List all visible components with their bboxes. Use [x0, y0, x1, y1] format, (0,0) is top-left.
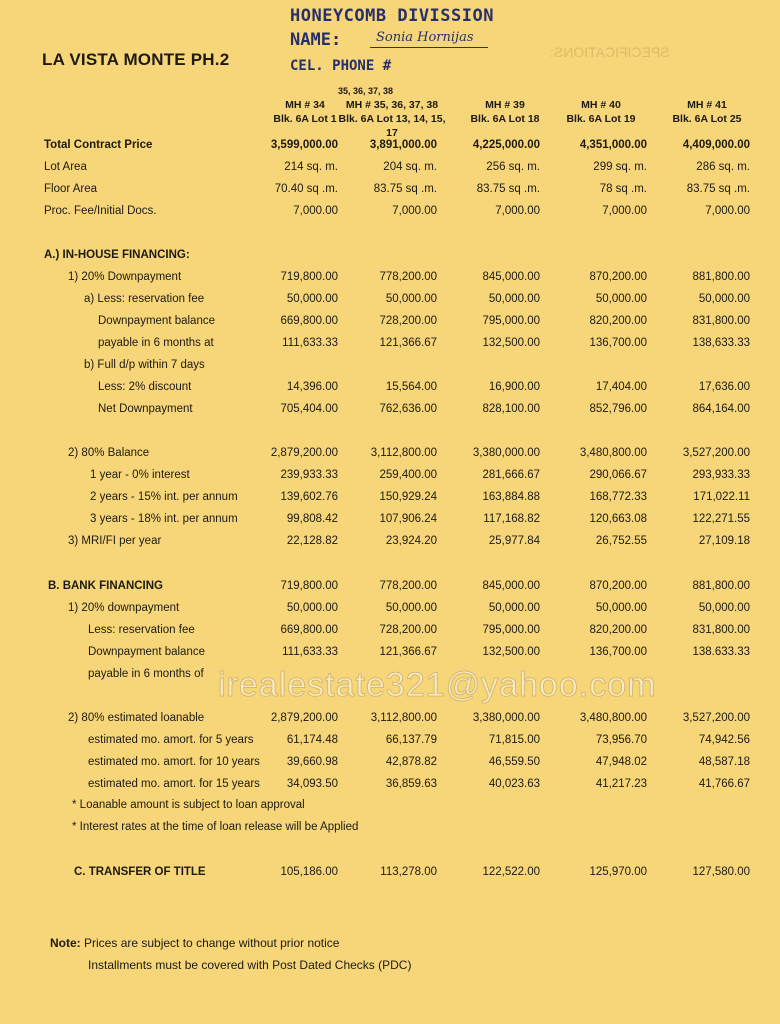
cell: 3,527,200.00: [682, 447, 750, 459]
section-in-house-financing: [0, 249, 780, 265]
cell: 3,480,800.00: [579, 447, 647, 459]
cell: 299 sq. m.: [593, 161, 647, 173]
row-bank-amort-15: [0, 778, 780, 794]
row-label: Less: reservation fee: [88, 624, 195, 636]
cell: 795,000.00: [482, 315, 540, 327]
column-unit: MH # 39: [485, 99, 525, 111]
row-label: Total Contract Price: [44, 139, 153, 151]
cell: 83.75 sq .m.: [373, 183, 437, 195]
row-bank-amort-5: [0, 734, 780, 750]
cell: 25,977.84: [488, 535, 540, 547]
cell: 139,602.76: [280, 491, 338, 503]
cell: 50,000.00: [595, 293, 647, 305]
row-label: 2 years - 15% int. per annum: [90, 491, 238, 503]
cell: 113,278.00: [380, 866, 437, 878]
row-label: 3) MRI/FI per year: [68, 535, 162, 547]
footnote-interest-rates: [0, 821, 780, 837]
cell: 259,400.00: [379, 469, 437, 481]
cell: 3,112,800.00: [370, 712, 437, 724]
cell: 42,878.82: [385, 756, 437, 768]
cell: 48,587.18: [698, 756, 750, 768]
cell: 3,380,000.00: [472, 712, 540, 724]
cell: 17,404.00: [595, 381, 647, 393]
cell: 14,396.00: [286, 381, 338, 393]
row-label: 2) 80% Balance: [68, 447, 150, 459]
cell: 47,948.02: [595, 756, 647, 768]
row-label: estimated mo. amort. for 15 years: [88, 778, 260, 790]
cell: 121,366.67: [379, 646, 437, 658]
cell: 40,023.63: [488, 778, 540, 790]
column-lot: Blk. 6A Lot 25: [672, 113, 742, 125]
note-label: Note:: [50, 936, 81, 950]
column-header-2: [338, 98, 446, 140]
cell: 26,752.55: [595, 535, 647, 547]
row-label: estimated mo. amort. for 10 years: [88, 756, 260, 768]
cell: 125,970.00: [589, 866, 647, 878]
cell: 23,924.20: [385, 535, 437, 547]
cell: 105,186.00: [280, 866, 338, 878]
cell: 3,599,000.00: [270, 139, 338, 151]
cell: 27,109.18: [698, 535, 750, 547]
cell: 7,000.00: [495, 205, 540, 217]
cell: 7,000.00: [392, 205, 437, 217]
row-ih-full-dp: [0, 359, 780, 375]
cell: 50,000.00: [488, 293, 540, 305]
column-lot: Blk. 6A Lot 18: [470, 113, 540, 125]
cell: 3,527,200.00: [682, 712, 750, 724]
column-lot: Blk. 6A Lot 13, 14, 15, 17: [338, 113, 446, 139]
section-heading: A.) IN-HOUSE FINANCING:: [44, 249, 190, 261]
row-bank-financing: [0, 580, 780, 596]
cell: 74,942.56: [698, 734, 750, 746]
cell: 7,000.00: [705, 205, 750, 217]
cell: 83.75 sq .m.: [686, 183, 750, 195]
cell: 820,200.00: [589, 315, 647, 327]
cell: 136,700.00: [589, 646, 647, 658]
row-ih-net-downpayment: [0, 403, 780, 419]
cell: 132,500.00: [482, 646, 540, 658]
row-lot-area: [0, 161, 780, 177]
cell: 728,200.00: [379, 315, 437, 327]
cell: 138,633.33: [692, 337, 750, 349]
cell: 39,660.98: [286, 756, 338, 768]
cell: 71,815.00: [488, 734, 540, 746]
footnote-text: * Interest rates at the time of loan release will be Applied: [72, 821, 359, 833]
cell: 111,633.33: [282, 337, 338, 349]
cell: 16,900.00: [488, 381, 540, 393]
row-bank-80-loanable: [0, 712, 780, 728]
cell: 122,271.55: [692, 513, 750, 525]
stamp-phone: CEL. PHONE #: [290, 58, 392, 74]
row-label: 2) 80% estimated loanable: [68, 712, 205, 724]
cell: 214 sq. m.: [284, 161, 338, 173]
row-ih-80-balance: [0, 447, 780, 463]
cell: 669,800.00: [280, 315, 338, 327]
footnote-loan-approval: [0, 799, 780, 815]
row-label: estimated mo. amort. for 5 years: [88, 734, 254, 746]
division-stamp: [290, 6, 494, 74]
cell: 831,800.00: [692, 315, 750, 327]
cell: 46,559.50: [488, 756, 540, 768]
column-unit: MH # 34: [285, 99, 325, 111]
row-label: 1) 20% Downpayment: [68, 271, 182, 283]
row-label: 1 year - 0% interest: [90, 469, 190, 481]
email-watermark: irealestate321@yahoo.com: [218, 666, 657, 704]
row-ih-2-years: [0, 491, 780, 507]
cell: 121,366.67: [379, 337, 437, 349]
stamp-name-value: Sonia Hornijas: [370, 30, 488, 48]
row-bank-amort-10: [0, 756, 780, 772]
column-header-3: [450, 98, 560, 126]
cell: 73,956.70: [595, 734, 647, 746]
cell: 163,884.88: [482, 491, 540, 503]
row-bank-downpayment: [0, 602, 780, 618]
row-label: payable in 6 months at: [98, 337, 214, 349]
cell: 256 sq. m.: [486, 161, 540, 173]
cell: 168,772.33: [589, 491, 647, 503]
cell: 4,409,000.00: [682, 139, 750, 151]
cell: 66,137.79: [385, 734, 437, 746]
row-ih-dp-balance: [0, 315, 780, 331]
cell: 138.633.33: [692, 646, 750, 658]
cell: 50,000.00: [488, 602, 540, 614]
cell: 239,933.33: [280, 469, 338, 481]
back-page-bleed: SPECIFICATIONS:: [550, 44, 670, 60]
cell: 2,879,200.00: [270, 447, 338, 459]
cell: 870,200.00: [589, 580, 647, 592]
cell: 50,000.00: [595, 602, 647, 614]
cell: 3,380,000.00: [472, 447, 540, 459]
cell: 50,000.00: [698, 602, 750, 614]
cell: 50,000.00: [286, 602, 338, 614]
cell: 78 sq .m.: [599, 183, 647, 195]
note-line-2: Installments must be covered with Post Dated Checks (PDC): [88, 958, 412, 972]
row-proc-fee: [0, 205, 780, 221]
row-label: Floor Area: [44, 183, 98, 195]
row-ih-1-year: [0, 469, 780, 485]
row-transfer-of-title: [0, 866, 780, 882]
cell: 34,093.50: [286, 778, 338, 790]
cell: 50,000.00: [286, 293, 338, 305]
row-label: 1) 20% downpayment: [68, 602, 180, 614]
row-label: Net Downpayment: [98, 403, 193, 415]
row-label: Downpayment balance: [88, 646, 205, 658]
row-label: a) Less: reservation fee: [84, 293, 205, 305]
cell: 728,200.00: [379, 624, 437, 636]
cell: 41,217.23: [595, 778, 647, 790]
cell: 3,480,800.00: [579, 712, 647, 724]
cell: 845,000.00: [482, 580, 540, 592]
row-bank-dp-balance: [0, 646, 780, 662]
cell: 795,000.00: [482, 624, 540, 636]
column-unit: MH # 40: [581, 99, 621, 111]
section-heading: C. TRANSFER OF TITLE: [74, 866, 206, 878]
row-label: 3 years - 18% int. per annum: [90, 513, 238, 525]
cell: 7,000.00: [602, 205, 647, 217]
cell: 83.75 sq .m.: [476, 183, 540, 195]
cell: 705,404.00: [280, 403, 338, 415]
row-floor-area: [0, 183, 780, 199]
cell: 778,200.00: [379, 271, 437, 283]
cell: 881,800.00: [692, 580, 750, 592]
cell: 820,200.00: [589, 624, 647, 636]
cell: 281,666.67: [482, 469, 540, 481]
cell: 852,796.00: [589, 403, 647, 415]
cell: 2,879,200.00: [270, 712, 338, 724]
cell: 120,663.08: [589, 513, 647, 525]
cell: 719,800.00: [280, 580, 338, 592]
cell: 870,200.00: [589, 271, 647, 283]
column-header-extra: 35, 36, 37, 38: [338, 86, 394, 96]
cell: 15,564.00: [385, 381, 437, 393]
cell: 122,522.00: [482, 866, 540, 878]
row-label: payable in 6 months of: [88, 668, 204, 680]
row-label: Downpayment balance: [98, 315, 215, 327]
cell: 50,000.00: [698, 293, 750, 305]
stamp-name-line: [290, 30, 494, 50]
row-label: Less: 2% discount: [98, 381, 192, 393]
note-text: Prices are subject to change without prior notice: [84, 936, 340, 950]
column-header-5: [652, 98, 762, 126]
row-label: Proc. Fee/Initial Docs.: [44, 205, 157, 217]
cell: 4,225,000.00: [472, 139, 540, 151]
column-lot: Blk. 6A Lot 1: [273, 113, 337, 125]
cell: 778,200.00: [379, 580, 437, 592]
document-title: LA VISTA MONTE PH.2: [42, 50, 230, 69]
cell: 150,929.24: [379, 491, 437, 503]
cell: 4,351,000.00: [579, 139, 647, 151]
column-unit: MH # 41: [687, 99, 727, 111]
cell: 290,066.67: [589, 469, 647, 481]
row-label: Lot Area: [44, 161, 87, 173]
row-total-contract-price: [0, 139, 780, 155]
cell: 61,174.48: [286, 734, 338, 746]
cell: 22,128.82: [286, 535, 338, 547]
row-label: b) Full d/p within 7 days: [84, 359, 205, 371]
cell: 17,636.00: [698, 381, 750, 393]
cell: 136,700.00: [589, 337, 647, 349]
cell: 70.40 sq .m.: [274, 183, 338, 195]
row-ih-3-years: [0, 513, 780, 529]
row-ih-discount: [0, 381, 780, 397]
cell: 719,800.00: [280, 271, 338, 283]
section-heading: B. BANK FINANCING: [48, 580, 163, 592]
cell: 107,906.24: [379, 513, 437, 525]
stamp-name-label: NAME:: [290, 30, 342, 50]
cell: 50,000.00: [385, 602, 437, 614]
cell: 3,112,800.00: [370, 447, 437, 459]
column-header-4: [546, 98, 656, 126]
cell: 132,500.00: [482, 337, 540, 349]
stamp-division: HONEYCOMB DIVISSION: [290, 6, 494, 26]
cell: 171,022.11: [693, 491, 750, 503]
cell: 41,766.67: [698, 778, 750, 790]
cell: 117,168.82: [483, 513, 540, 525]
cell: 762,636.00: [379, 403, 437, 415]
cell: 204 sq. m.: [383, 161, 437, 173]
cell: 7,000.00: [293, 205, 338, 217]
cell: 127,580.00: [692, 866, 750, 878]
cell: 3,891,000.00: [369, 139, 437, 151]
row-ih-downpayment: [0, 271, 780, 287]
footnote-text: * Loanable amount is subject to loan approval: [72, 799, 305, 811]
cell: 99,808.42: [286, 513, 338, 525]
column-unit: MH # 35, 36, 37, 38: [345, 99, 439, 111]
note-line-1: [50, 932, 411, 954]
cell: 36,859.63: [385, 778, 437, 790]
row-bank-reservation-fee: [0, 624, 780, 640]
cell: 293,933.33: [692, 469, 750, 481]
note-block: [50, 932, 411, 976]
row-ih-mri-fi: [0, 535, 780, 551]
cell: 845,000.00: [482, 271, 540, 283]
cell: 864,164.00: [692, 403, 750, 415]
cell: 111,633.33: [282, 646, 338, 658]
row-ih-reservation-fee: [0, 293, 780, 309]
cell: 669,800.00: [280, 624, 338, 636]
cell: 881,800.00: [692, 271, 750, 283]
row-ih-payable-6-months: [0, 337, 780, 353]
cell: 831,800.00: [692, 624, 750, 636]
cell: 828,100.00: [482, 403, 540, 415]
cell: 50,000.00: [385, 293, 437, 305]
column-lot: Blk. 6A Lot 19: [566, 113, 636, 125]
cell: 286 sq. m.: [696, 161, 750, 173]
